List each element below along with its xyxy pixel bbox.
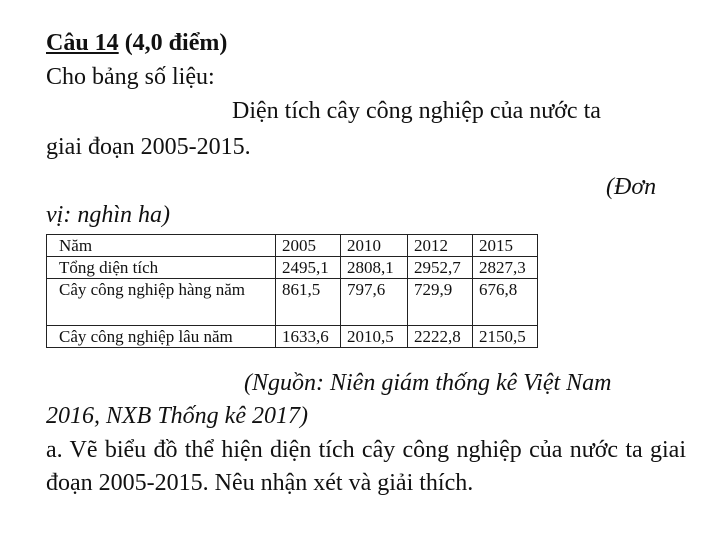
source-note-line-2: 2016, NXB Thống kê 2017)	[46, 403, 308, 429]
header-cell-2005: 2005	[276, 235, 341, 257]
table-cell: 2808,1	[341, 257, 408, 279]
source-note-line-1: (Nguồn: Niên giám thống kê Việt Nam	[244, 370, 612, 396]
table-cell: 2010,5	[341, 326, 408, 348]
question-label: Câu 14	[46, 30, 119, 56]
table-cell: 861,5	[276, 279, 341, 326]
table-cell: 2827,3	[473, 257, 538, 279]
table-cell: 676,8	[473, 279, 538, 326]
table-cell: 2495,1	[276, 257, 341, 279]
question-points: (4,0 điểm)	[118, 30, 228, 56]
table-row	[47, 257, 538, 279]
table-cell: 797,6	[341, 279, 408, 326]
row-label: Tổng diện tích	[47, 257, 276, 279]
header-cell-year: Năm	[47, 235, 276, 257]
table-row	[47, 279, 538, 326]
data-table	[46, 234, 538, 348]
question-heading	[46, 28, 227, 58]
table-cell: 2150,5	[473, 326, 538, 348]
table-caption-line-1: Diện tích cây công nghiệp của nước ta	[232, 98, 601, 124]
header-cell-2012: 2012	[408, 235, 473, 257]
table-row	[47, 326, 538, 348]
unit-note-line-1: (Đơn	[606, 174, 657, 200]
row-label: Cây công nghiệp lâu năm	[47, 326, 276, 348]
unit-note-line-2: vị: nghìn ha)	[46, 202, 170, 228]
table-cell: 729,9	[408, 279, 473, 326]
table-cell: 2222,8	[408, 326, 473, 348]
table-header-row	[47, 235, 538, 257]
table-caption-line-2: giai đoạn 2005-2015.	[46, 134, 251, 160]
table-cell: 1633,6	[276, 326, 341, 348]
table-cell: 2952,7	[408, 257, 473, 279]
header-cell-2010: 2010	[341, 235, 408, 257]
row-label: Cây công nghiệp hàng năm	[47, 279, 276, 326]
intro-text: Cho bảng số liệu:	[46, 64, 215, 90]
task-a-text: a. Vẽ biểu đồ thể hiện diện tích cây công nghiệp của nước ta giai đoạn 2005-2015. Nêu nhận xét và giải thích.	[46, 437, 686, 496]
header-cell-2015: 2015	[473, 235, 538, 257]
